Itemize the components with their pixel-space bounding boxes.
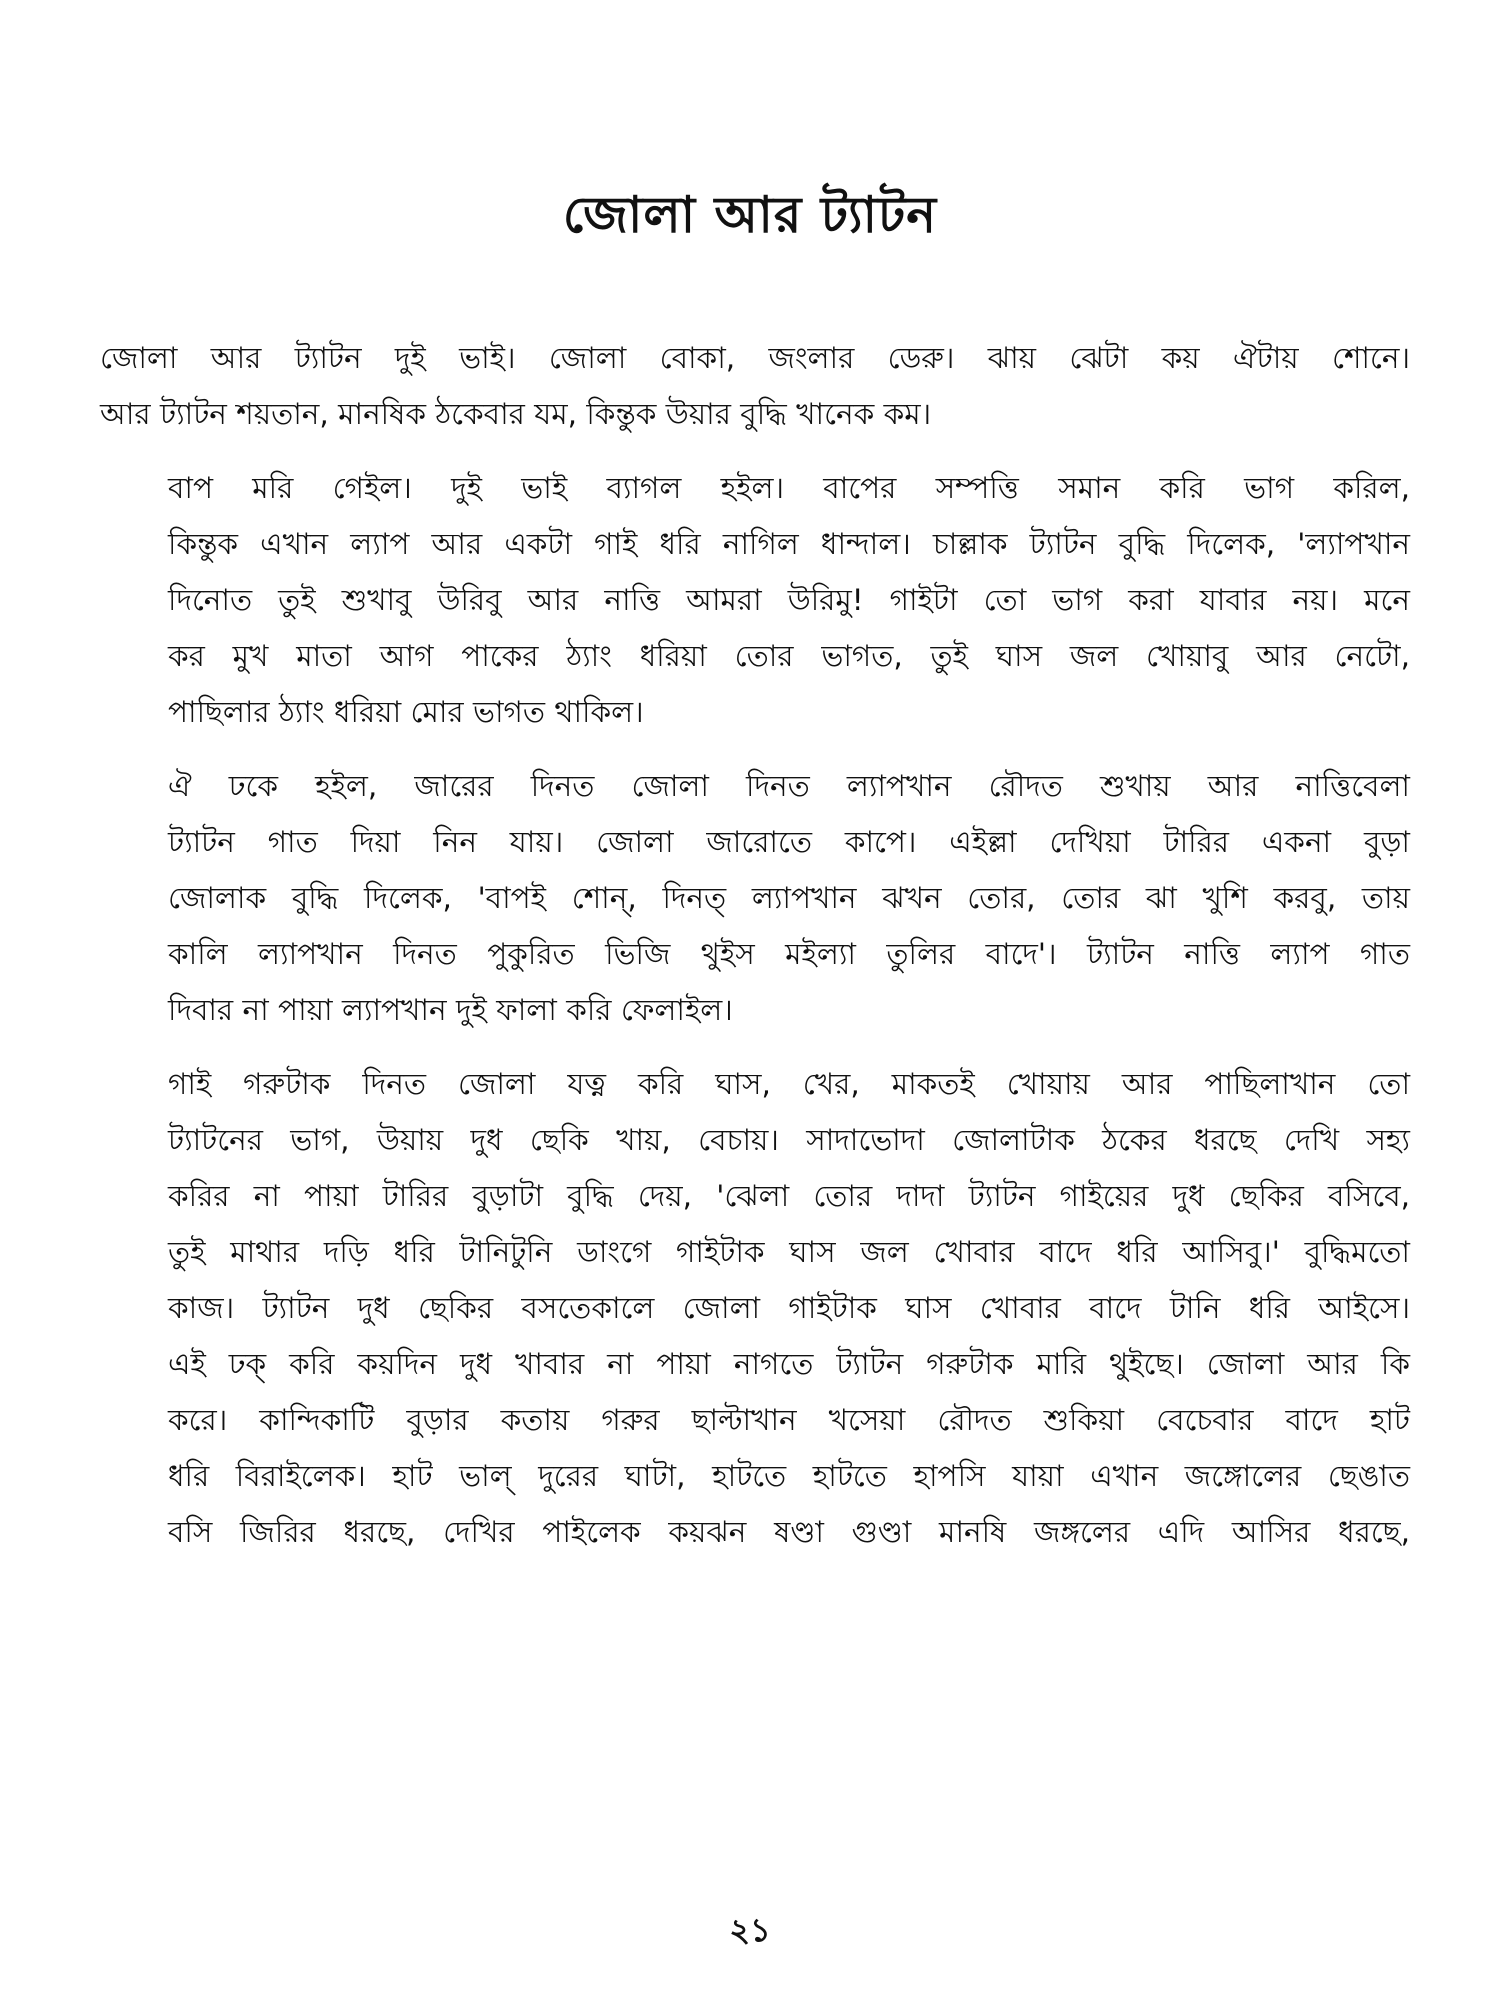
paragraph-1 [100,330,1410,442]
text-line: কর মুখ মাতা আগ পাকের ঠ্যাং ধরিয়া তোর ভাগত, তুই ঘাস জল খোয়াবু আর নেটো, [168,639,1410,673]
text-line: কালি ল্যাপখান দিনত পুকুরিত ভিজি থুইস মইল্যা তুলির বাদে'। ট্যাটন নাত্তি ল্যাপ গাত [168,937,1410,971]
text-line: পাছিলার ঠ্যাং ধরিয়া মোর ভাগত থাকিল। [168,695,644,729]
paragraph-4 [100,1056,1410,1560]
text-line: কিন্তুক এখান ল্যাপ আর একটা গাই ধরি নাগিল ধান্দাল। চাল্লাক ট্যাটন বুদ্ধি দিলেক, 'ল্যাপখান [168,527,1410,561]
text-line: করির না পায়া টারির বুড়াটা বুদ্ধি দেয়, 'ঝেলা তোর দাদা ট্যাটন গাইয়ের দুধ ছেকির বসিবে, [168,1179,1410,1213]
text-line: ট্যাটনের ভাগ, উয়ায় দুধ ছেকি খায়, বেচায়। সাদাভোদা জোলাটাক ঠকের ধরছে দেখি সহ্য [168,1123,1410,1157]
text-line: দিবার না পায়া ল্যাপখান দুই ফালা করি ফেলাইল। [168,993,733,1027]
page-number: ২১ [729,1911,771,1949]
paragraph-2 [100,460,1410,740]
text-line: জোলাক বুদ্ধি দিলেক, 'বাপই শোন্, দিনত্ ল্যাপখান ঝখন তোর, তোর ঝা খুশি করবু, তায় [168,881,1410,915]
text-line: বসি জিরির ধরছে, দেখির পাইলেক কয়ঝন ষণ্ডা গুণ্ডা মানষি জঙ্গলের এদি আসির ধরছে, [168,1515,1410,1549]
story-body [100,330,1410,1578]
text-line: এই ঢক্ করি কয়দিন দুধ খাবার না পায়া নাগতে ট্যাটন গরুটাক মারি থুইছে। জোলা আর কি [168,1347,1410,1381]
text-line: গাই গরুটাক দিনত জোলা যত্ন করি ঘাস, খের, মাকতই খোয়ায় আর পাছিলাখান তো [168,1067,1410,1101]
text-line: বাপ মরি গেইল। দুই ভাই ব্যাগল হইল। বাপের সম্পত্তি সমান করি ভাগ করিল, [168,471,1410,505]
paragraph-3 [100,758,1410,1038]
text-line: করে। কান্দিকাটি বুড়ার কতায় গরুর ছাল্টাখান খসেয়া রৌদত শুকিয়া বেচেবার বাদে হাট [168,1403,1410,1437]
text-line: ঐ ঢকে হইল, জারের দিনত জোলা দিনত ল্যাপখান রৌদত শুখায় আর নাত্তিবেলা [168,769,1410,803]
text-line: দিনোত তুই শুখাবু উরিবু আর নাত্তি আমরা উরিমু! গাইটা তো ভাগ করা যাবার নয়। মনে [168,583,1410,617]
text-line: জোলা আর ট্যাটন দুই ভাই। জোলা বোকা, জংলার ডেরু। ঝায় ঝেটা কয় ঐটায় শোনে। [100,341,1410,375]
text-line: আর ট্যাটন শয়তান, মানষিক ঠকেবার যম, কিন্তুক উয়ার বুদ্ধি খানেক কম। [100,397,932,431]
text-line: ট্যাটন গাত দিয়া নিন যায়। জোলা জারোতে কাপে। এইল্লা দেখিয়া টারির একনা বুড়া [168,825,1410,859]
text-line: কাজ। ট্যাটন দুধ ছেকির বসতেকালে জোলা গাইটাক ঘাস খোবার বাদে টানি ধরি আইসে। [168,1291,1410,1325]
text-line: ধরি বিরাইলেক। হাট ভাল্ দুরের ঘাটা, হাটতে হাটতে হাপসি যায়া এখান জঙ্গোলের ছেঙাত [168,1459,1410,1493]
page-title: জোলা আর ট্যাটন [562,186,938,244]
text-line: তুই মাথার দড়ি ধরি টানিটুনি ডাংগে গাইটাক ঘাস জল খোবার বাদে ধরি আসিবু।' বুদ্ধিমতো [168,1235,1410,1269]
